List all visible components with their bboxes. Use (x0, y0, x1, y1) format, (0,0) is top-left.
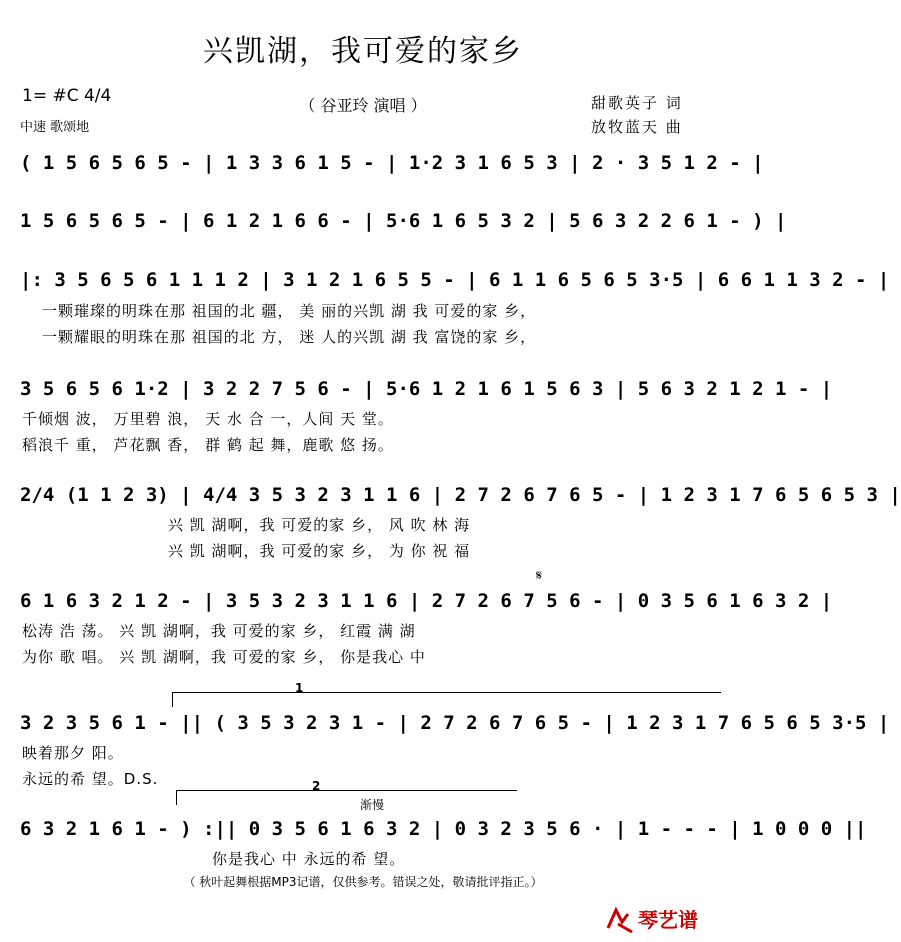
volta-bracket-1 (172, 692, 721, 707)
page-title: 兴凯湖，我可爱的家乡 (203, 34, 523, 69)
music-line-4: 3 5 6 5 6 1·2 | 3 2 2 7 5 6 - | 5·6 1 2 1 6 1 5 6 3 | 5 6 3 2 1 2 1 - | (20, 378, 833, 400)
music-line-6: 6 1 6 3 2 1 2 - | 3 5 3 2 3 1 1 6 | 2 7 2 6 7 5 6 - | 0 3 5 6 1 6 3 2 | (20, 590, 833, 612)
music-line-2: 1 5 6 5 6 5 - | 6 1 2 1 6 6 - | 5·6 1 6 5 3 2 | 5 6 3 2 2 6 1 - ) | (20, 210, 787, 232)
lyric-line-1: 一颗璀璨的明珠在那 祖国的北 疆， 美 丽的兴凯 湖 我 可爱的家 乡， (42, 302, 537, 320)
lyric-line-5: 兴 凯 湖啊，我 可爱的家 乡， 风 吹 林 海 (168, 516, 471, 534)
site-logo (604, 906, 716, 934)
key-signature: 1= #C 4/4 (22, 86, 112, 106)
segno-sign: 𝄋 (536, 568, 543, 584)
lyric-line-6: 兴 凯 湖啊，我 可爱的家 乡， 为 你 祝 福 (168, 542, 471, 560)
lyric-line-7: 松涛 浩 荡。 兴 凯 湖啊，我 可爱的家 乡， 红霞 满 湖 (22, 622, 416, 640)
volta-2-label: 2 (312, 779, 321, 793)
music-line-7: 3 2 3 5 6 1 - || ( 3 5 3 2 3 1 - | 2 7 2 6 7 6 5 - | 1 2 3 1 7 6 5 6 5 3·5 | (20, 712, 890, 734)
volta-1-label: 1 (295, 681, 304, 695)
tempo-marking: 中速 歌颂地 (20, 120, 90, 135)
lyric-line-8: 为你 歌 唱。 兴 凯 湖啊，我 可爱的家 乡， 你是我心 中 (22, 648, 426, 666)
lyric-line-2: 一颗耀眼的明珠在那 祖国的北 方， 迷 人的兴凯 湖 我 富饶的家 乡， (42, 328, 537, 346)
lyric-line-4: 稻浪千 重， 芦花飘 香， 群 鹤 起 舞，鹿歌 悠 扬。 (22, 436, 394, 454)
logo-mark-icon (604, 906, 636, 934)
transcription-footnote: （ 秋叶起舞根据MP3记谱，仅供参考。错误之处，敬请批评指正。） (183, 875, 543, 889)
lyric-line-11: 你是我心 中 永远的希 望。 (212, 850, 406, 868)
music-line-5: 2/4 (1 1 2 3) | 4/4 3 5 3 2 3 1 1 6 | 2 7 2 6 7 6 5 - | 1 2 3 1 7 6 5 6 5 3 | (20, 484, 901, 506)
music-line-1: ( 1 5 6 5 6 5 - | 1 3 3 6 1 5 - | 1·2 3 1 6 5 3 | 2 · 3 5 1 2 - | (20, 152, 764, 174)
lyric-line-9: 映着那夕 阳。 (22, 744, 124, 762)
lyricist-credit: 甜歌英子 词 (591, 94, 683, 112)
ritardando-marking: 渐慢 (360, 798, 385, 812)
volta-bracket-2 (176, 790, 517, 805)
lyric-line-10: 永远的希 望。D.S. (22, 770, 159, 788)
performer-subtitle: （ 谷亚玲 演唱 ） (299, 96, 427, 115)
music-line-8: 6 3 2 1 6 1 - ) :|| 0 3 5 6 1 6 3 2 | 0 3 2 3 5 6 · | 1 - - - | 1 0 0 0 || (20, 818, 867, 840)
logo-text: 琴艺谱 (638, 908, 698, 932)
lyric-line-3: 千倾烟 波， 万里碧 浪， 天 水 合 一，人间 天 堂。 (22, 410, 394, 428)
music-line-3: |: 3 5 6 5 6 1 1 1 2 | 3 1 2 1 6 5 5 - | 6 1 1 6 5 6 5 3·5 | 6 6 1 1 3 2 - | (20, 269, 890, 291)
composer-credit: 放牧蓝天 曲 (591, 118, 683, 136)
